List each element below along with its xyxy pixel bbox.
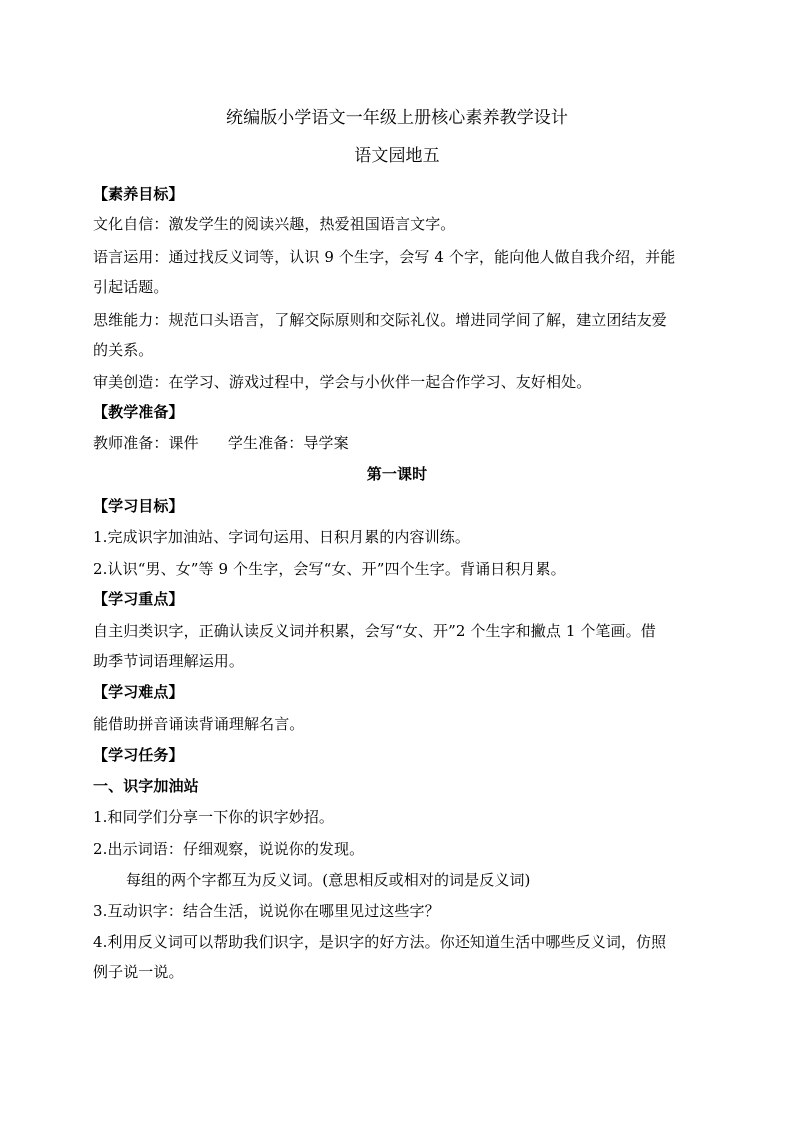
goal-language-line-1: 语言运用：通过找反义词等，认识 9 个生字，会写 4 个字，能向他人做自我介绍，并能 [93,248,676,266]
focus-line-1: 自主归类识字，正确认读反义词并积累，会写“女、开”2 个生字和撇点 1 个笔画。借 [93,622,656,640]
goal-language-line-2: 引起话题。 [93,278,169,296]
task-4-line-1: 4.利用反义词可以帮助我们识字，是识字的好方法。你还知道生活中哪些反义词，仿照 [93,933,667,951]
task-2: 2.出示词语：仔细观察，说说你的发现。 [93,840,365,858]
objective-2: 2.认识“男、女”等 9 个生字，会写“女、开”四个生字。背诵日积月累。 [93,560,566,578]
document-title: 统编版小学语文一年级上册核心素养教学设计 [226,108,568,128]
tasks-heading: 【学习任务】 [93,746,184,764]
goal-thinking-line-2: 的关系。 [93,341,154,359]
section-1-heading: 一、识字加油站 [93,777,199,795]
difficulty-heading: 【学习难点】 [93,683,184,701]
task-1: 1.和同学们分享一下你的识字妙招。 [93,808,335,826]
difficulty-text: 能借助拼音诵读背诵理解名言。 [93,715,305,733]
prep-heading: 【教学准备】 [93,403,184,421]
goal-aesthetic: 审美创造：在学习、游戏过程中，学会与小伙伴一起合作学习、友好相处。 [93,373,592,391]
focus-line-2: 助季节词语理解运用。 [93,652,245,670]
objective-1: 1.完成识字加油站、字词句运用、日积月累的内容训练。 [93,528,470,546]
task-2-note: 每组的两个字都互为反义词。(意思相反或相对的词是反义词) [126,871,531,889]
goal-thinking-line-1: 思维能力：规范口头语言，了解交际原则和交际礼仪。增进同学间了解，建立团结友爱 [93,311,667,329]
objectives-heading: 【学习目标】 [93,497,184,515]
prep-text: 教师准备：课件 学生准备：导学案 [93,434,349,452]
goals-heading: 【素养目标】 [93,185,184,203]
focus-heading: 【学习重点】 [93,590,184,608]
task-3: 3.互动识字：结合生活，说说你在哪里见过这些字？ [93,902,440,920]
document-subtitle: 语文园地五 [354,146,440,166]
task-4-line-2: 例子说一说。 [93,963,184,981]
goal-culture: 文化自信：激发学生的阅读兴趣，热爱祖国语言文字。 [93,215,456,233]
lesson-heading: 第一课时 [366,465,428,483]
